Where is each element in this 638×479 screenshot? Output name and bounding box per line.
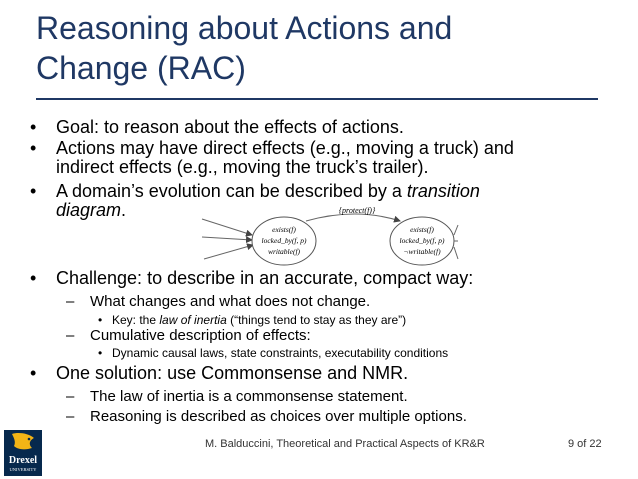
slide-title-line-2: Change (RAC) bbox=[36, 50, 246, 86]
incoming-arrow bbox=[204, 245, 253, 259]
incoming-arrow bbox=[202, 237, 252, 240]
sub-bullet-text: The law of inertia is a commonsense statement. bbox=[90, 388, 408, 405]
bullet-text: Actions may have direct effects (e.g., moving a truck) and bbox=[56, 138, 514, 158]
sub-bullet-text: What changes and what does not change. bbox=[90, 293, 371, 310]
sub-bullet-text: Reasoning is described as choices over multiple options. bbox=[90, 408, 467, 425]
slide-footer bbox=[0, 438, 638, 458]
slide-title-line-1: Reasoning about Actions and bbox=[36, 10, 453, 46]
sub-bullet-marker: – bbox=[66, 293, 75, 310]
bullet-text bbox=[56, 200, 126, 221]
sub-sub-bullet-plain: (“things tend to stay as they are”) bbox=[226, 313, 407, 327]
bullet-text bbox=[56, 181, 480, 202]
bullet-text-emphasis: diagram bbox=[56, 200, 122, 220]
right-state-fluent-1: exists(f) bbox=[410, 225, 434, 234]
bullet-text-plain: . bbox=[121, 200, 127, 220]
bullet-text: indirect effects (e.g., moving the truck’s trailer). bbox=[56, 157, 429, 177]
sub-sub-bullet-marker: • bbox=[98, 346, 103, 360]
footer-citation: M. Balduccini, Theoretical and Practical Aspects of KR&R bbox=[205, 438, 485, 450]
sub-sub-bullet-text: Dynamic causal laws, state constraints, executability conditions bbox=[112, 346, 449, 360]
action-arc bbox=[306, 214, 400, 221]
transition-diagram bbox=[200, 203, 460, 269]
bullet-marker: • bbox=[30, 268, 37, 288]
page-number: 9 of 22 bbox=[568, 438, 602, 450]
sub-bullet-text: Cumulative description of effects: bbox=[90, 327, 311, 344]
action-label: {protect(f)} bbox=[338, 206, 376, 215]
sub-bullet-marker: – bbox=[66, 408, 75, 425]
left-state-fluent-2: locked_by(f, p) bbox=[261, 236, 307, 245]
outgoing-arrow bbox=[454, 247, 458, 259]
bullet-marker: • bbox=[30, 117, 37, 137]
left-state-fluent-3: writable(f) bbox=[267, 247, 301, 256]
logo-wordmark: Drexel bbox=[8, 455, 38, 466]
sub-sub-bullet-plain: Key: the bbox=[112, 313, 160, 327]
bullet-marker: • bbox=[30, 363, 37, 383]
bullet-text: One solution: use Commonsense and NMR. bbox=[56, 363, 409, 383]
bullet-text: Challenge: to describe in an accurate, compact way: bbox=[56, 268, 474, 288]
sub-sub-bullet-marker: • bbox=[98, 313, 103, 327]
left-state-fluent-1: exists(f) bbox=[272, 225, 296, 234]
sub-bullet-marker: – bbox=[66, 327, 75, 344]
sub-sub-bullet-text bbox=[112, 313, 406, 327]
incoming-arrow bbox=[202, 219, 252, 235]
outgoing-arrow bbox=[454, 225, 458, 235]
bullet-text: Goal: to reason about the effects of actions. bbox=[56, 117, 404, 137]
right-state-fluent-3: ¬writable(f) bbox=[403, 247, 441, 256]
sub-sub-bullet-emphasis: law of inertia bbox=[159, 313, 227, 327]
sub-bullet-marker: – bbox=[66, 388, 75, 405]
bullet-text-emphasis: transition bbox=[406, 181, 480, 201]
drexel-logo bbox=[4, 430, 42, 476]
bullet-text-plain: A domain’s evolution can be described by a bbox=[56, 181, 407, 201]
bullet-marker: • bbox=[30, 138, 37, 158]
right-state-fluent-2: locked_by(f, p) bbox=[399, 236, 445, 245]
bullet-marker: • bbox=[30, 181, 37, 201]
logo-subtext: UNIVERSITY bbox=[9, 467, 37, 472]
